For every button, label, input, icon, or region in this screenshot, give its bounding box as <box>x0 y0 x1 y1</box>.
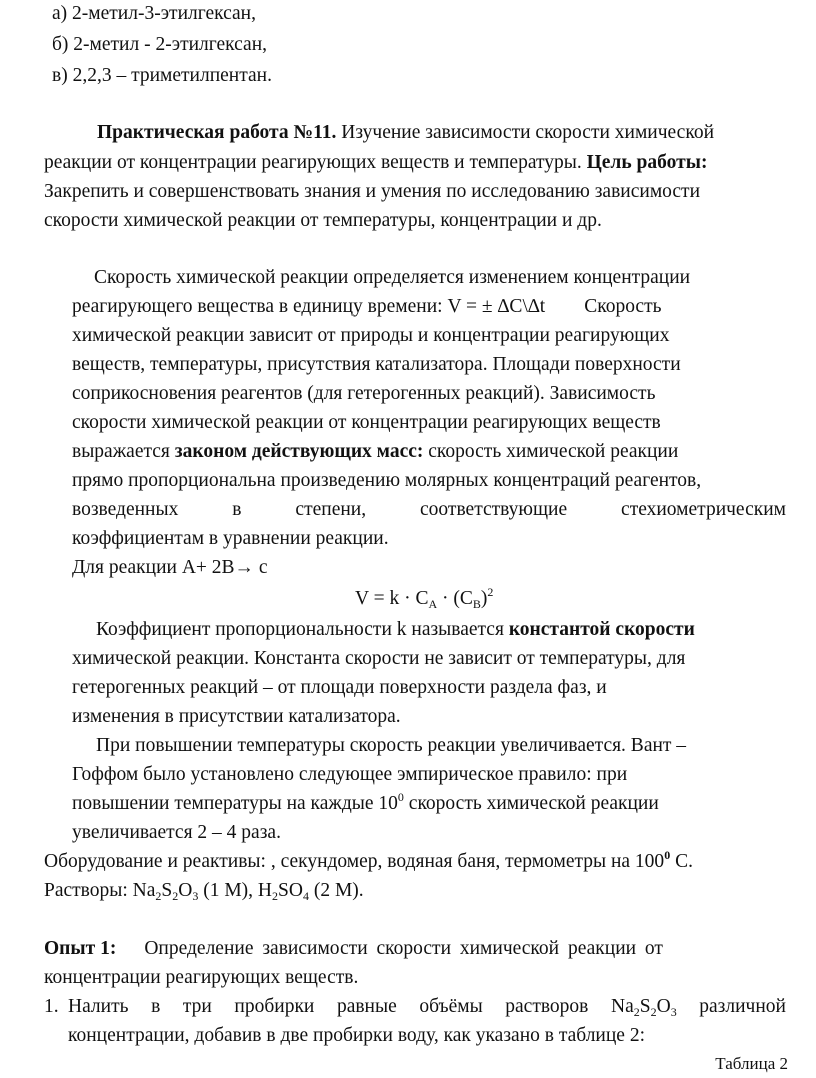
vant-hoff-line-3-a: повышении температуры на каждые 10 <box>72 793 398 814</box>
theory-line-9 <box>72 498 786 522</box>
experiment-title-line-1 <box>44 937 786 961</box>
chem-sub: 3 <box>670 1005 677 1019</box>
chem-part: S <box>639 996 651 1017</box>
practice-title <box>97 121 714 145</box>
formula-sub-a: A <box>428 597 438 611</box>
law-mass-action: законом действующих масс: <box>174 441 424 462</box>
theory-line-1-text: Скорость химической реакции определяется изменением концентрации <box>94 267 691 288</box>
vant-hoff-line-2: Гоффом было установлено следующее эмпирическое правило: при <box>72 764 628 785</box>
chem-sub: 3 <box>192 889 199 903</box>
theory-line-1 <box>72 266 786 290</box>
step-number: 1. <box>44 996 59 1017</box>
chem-sub: 2 <box>633 1005 640 1019</box>
experiment-title-line-2: концентрации реагирующих веществ. <box>44 967 359 988</box>
chem-part: Растворы: Na <box>44 880 156 901</box>
theory-line-7-a: выражается <box>72 441 175 462</box>
word: равные <box>336 996 397 1017</box>
reaction-label: Для реакции А+ 2В→ с <box>72 557 268 578</box>
vant-hoff-line-3-b: скорость химической реакции <box>403 793 659 814</box>
practice-line-3: Закрепить и совершенствовать знания и умения по исследованию зависимости <box>44 181 701 202</box>
word: Налить <box>68 996 129 1017</box>
rate-formula <box>355 587 493 611</box>
rate-constant-term: константой скорости <box>508 619 695 640</box>
practice-line-2-text: реакции от концентрации реагирующих веществ и температуры. <box>44 152 582 173</box>
chem-part: (2 М). <box>308 880 364 901</box>
experiment-title-text: Определение зависимости скорости химической реакции от <box>144 938 663 959</box>
answer-c: в) 2,2,3 – триметилпентан. <box>52 65 272 86</box>
practice-line-4: скорости химической реакции от температуры, концентрации и др. <box>44 210 602 231</box>
chem-part: S <box>161 880 173 901</box>
word: соответствующие <box>420 499 568 520</box>
formula-mid: · (C <box>437 588 473 609</box>
theory-line-2-text: реагирующего вещества в единицу времени: V = ± ∆C\∆t Скорость <box>72 296 662 317</box>
chem-part: (1 М), H <box>198 880 273 901</box>
word: объёмы <box>419 996 483 1017</box>
theory-line-7-b: скорость химической реакции <box>423 441 679 462</box>
vant-hoff-line-4: увеличивается 2 – 4 раза. <box>72 822 281 843</box>
constant-line-1-a: Коэффициент пропорциональности k называется <box>96 619 509 640</box>
goal-label: Цель работы: <box>586 152 708 173</box>
word: растворов <box>505 996 589 1017</box>
step-line-2: концентрации, добавив в две пробирки воду, как указано в таблице 2: <box>68 1025 645 1046</box>
vant-hoff-line-3 <box>72 792 659 816</box>
constant-line-2: химической реакции. Константа скорости не зависит от температуры, для <box>72 648 686 669</box>
chem-sub: 2 <box>172 889 179 903</box>
word: степени, <box>295 499 367 520</box>
word: три <box>182 996 212 1017</box>
constant-line-4: изменения в присутствии катализатора. <box>72 706 401 727</box>
chem-part: SO <box>278 880 303 901</box>
formula-close: ) <box>480 588 488 609</box>
chem-sub: 4 <box>302 889 309 903</box>
practice-title-bold: Практическая работа №11. <box>97 122 337 143</box>
theory-line-3: химической реакции зависит от природы и концентрации реагирующих <box>72 325 670 346</box>
theory-line-4: веществ, температуры, присутствия катализатора. Площади поверхности <box>72 354 681 375</box>
chem-part: Na <box>610 996 634 1017</box>
practice-title-rest: Изучение зависимости скорости химической <box>336 122 715 143</box>
constant-line-3: гетерогенных реакций – от площади поверхности раздела фаз, и <box>72 677 607 698</box>
chem-sub: 2 <box>155 889 162 903</box>
formula-sub-b: B <box>472 597 481 611</box>
word: возведенных <box>72 499 179 520</box>
experiment-label: Опыт 1: <box>44 938 117 959</box>
answer-b: б) 2-метил - 2-этилгексан, <box>52 34 268 55</box>
formula-sup: 2 <box>487 585 494 599</box>
formula-lhs: V = k · C <box>355 588 429 609</box>
theory-line-5: соприкосновения реагентов (для гетерогенных реакций). Зависимость <box>72 383 656 404</box>
solutions-line <box>44 879 364 903</box>
vant-hoff-line-1: При повышении температуры скорость реакции увеличивается. Вант – <box>96 735 687 756</box>
word: в <box>151 996 161 1017</box>
chem-sub: 2 <box>650 1005 657 1019</box>
theory-line-6: скорости химической реакции от концентрации реагирующих веществ <box>72 412 661 433</box>
equipment-degree-sup: 0 <box>664 848 671 862</box>
word: стехиометрическим <box>621 499 786 520</box>
chem-formula <box>611 995 677 1019</box>
theory-line-8: прямо пропорциональна произведению молярных концентраций реагентов, <box>72 470 702 491</box>
degree-sup: 0 <box>397 790 404 804</box>
chem-sub: 2 <box>272 889 279 903</box>
chem-part: O <box>656 996 671 1017</box>
table-caption: Таблица 2 <box>715 1054 788 1073</box>
step-line-1 <box>68 995 786 1019</box>
word: пробирки <box>234 996 315 1017</box>
theory-line-7 <box>72 440 678 464</box>
constant-line-1 <box>96 618 695 642</box>
equipment-unit: С. <box>670 851 693 872</box>
equipment-line-1 <box>44 850 693 874</box>
experiment-title <box>144 937 786 961</box>
answer-a: а) 2-метил-3-этилгексан, <box>52 3 256 24</box>
practice-line-2 <box>44 151 707 175</box>
equipment-text: Оборудование и реактивы: , секундомер, водяная баня, термометры на 100 <box>44 851 665 872</box>
theory-line-10: коэффициентам в уравнении реакции. <box>72 528 389 549</box>
chem-part: O <box>178 880 193 901</box>
theory-line-2 <box>72 295 786 319</box>
word: в <box>232 499 242 520</box>
word: различной <box>699 996 786 1017</box>
